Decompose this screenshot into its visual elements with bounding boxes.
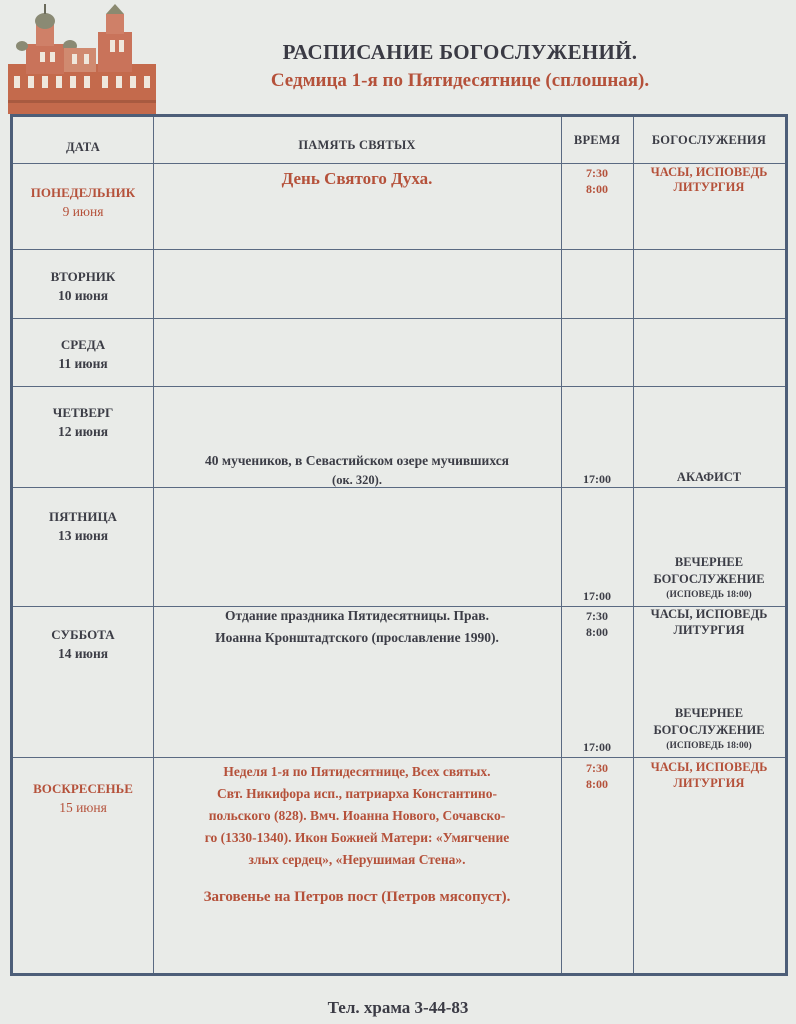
row-date-monday: 9 июня <box>62 204 104 219</box>
time-thursday: 17:00 <box>583 472 611 486</box>
row-date-tuesday: 10 июня <box>57 288 109 303</box>
church-icon <box>6 4 158 116</box>
row-day-wednesday: СРЕДА <box>60 337 106 352</box>
time-sunday-2: 8:00 <box>586 777 608 791</box>
column-header-time: ВРЕМЯ <box>573 133 621 147</box>
row-date-sunday: 15 июня <box>59 800 107 815</box>
saint-memory-monday: День Святого Духа. <box>281 169 433 188</box>
row-day-tuesday: ВТОРНИК <box>50 269 116 284</box>
church-phone: Тел. храма 3-44-83 <box>327 998 469 1017</box>
time-saturday-1: 7:30 <box>586 609 608 623</box>
row-divider <box>13 386 785 387</box>
service-monday-1: ЧАСЫ, ИСПОВЕДЬ <box>650 165 768 179</box>
saint-memory-sunday-4: го (1330-1340). Икон Божией Матери: «Умягчение <box>204 830 510 845</box>
row-day-monday: ПОНЕДЕЛЬНИК <box>30 185 136 200</box>
row-divider <box>13 249 785 250</box>
saint-memory-thursday-2: (ок. 320). <box>332 473 382 487</box>
row-divider <box>13 757 785 758</box>
service-thursday: АКАФИСТ <box>676 470 742 484</box>
row-day-friday: ПЯТНИЦА <box>49 509 117 524</box>
row-date-thursday: 12 июня <box>57 424 109 439</box>
row-date-saturday: 14 июня <box>57 646 109 661</box>
saint-memory-sunday-3: польского (828). Вмч. Иоанна Нового, Сочавско- <box>208 808 506 823</box>
service-saturday-evening-2: БОГОСЛУЖЕНИЕ <box>653 723 765 737</box>
column-header-services: БОГОСЛУЖЕНИЯ <box>651 133 767 147</box>
service-note-friday: (ИСПОВЕДЬ 18:00) <box>666 590 752 600</box>
column-header-date: ДАТА <box>65 140 101 154</box>
time-monday-2: 8:00 <box>586 182 608 196</box>
time-saturday-2: 8:00 <box>586 625 608 639</box>
row-date-wednesday: 11 июня <box>58 356 108 371</box>
sunday-note: Заговенье на Петров пост (Петров мясопуст). <box>203 889 511 905</box>
time-saturday-evening: 17:00 <box>583 740 611 754</box>
service-friday-1: ВЕЧЕРНЕЕ <box>674 555 744 569</box>
saint-memory-sunday-2: Свт. Никифора исп., патриарха Константино- <box>217 786 497 801</box>
row-day-sunday: ВОСКРЕСЕНЬЕ <box>33 781 133 796</box>
time-monday-1: 7:30 <box>586 166 608 180</box>
column-divider <box>561 117 562 973</box>
service-note-saturday: (ИСПОВЕДЬ 18:00) <box>666 741 752 751</box>
service-monday-2: ЛИТУРГИЯ <box>673 180 745 194</box>
saint-memory-saturday-2: Иоанна Кронштадтского (прославление 1990). <box>215 630 499 645</box>
service-saturday-1: ЧАСЫ, ИСПОВЕДЬ <box>650 607 768 621</box>
column-divider <box>633 117 634 973</box>
row-day-saturday: СУББОТА <box>51 627 115 642</box>
saint-memory-sunday-5: злых сердец», «Нерушимая Стена». <box>248 852 466 867</box>
time-friday: 17:00 <box>583 589 611 603</box>
saint-memory-thursday-1: 40 мучеников, в Севастийском озере мучившихся <box>205 453 509 468</box>
row-divider <box>13 318 785 319</box>
row-day-thursday: ЧЕТВЕРГ <box>52 405 114 420</box>
saint-memory-sunday-1: Неделя 1-я по Пятидесятнице, Всех святых. <box>223 764 491 779</box>
schedule-table <box>10 114 788 976</box>
service-sunday-1: ЧАСЫ, ИСПОВЕДЬ <box>650 760 768 774</box>
row-date-friday: 13 июня <box>57 528 109 543</box>
service-saturday-evening-1: ВЕЧЕРНЕЕ <box>674 706 744 720</box>
page-title: РАСПИСАНИЕ БОГОСЛУЖЕНИЙ. <box>282 40 638 64</box>
service-sunday-2: ЛИТУРГИЯ <box>673 776 745 790</box>
service-saturday-2: ЛИТУРГИЯ <box>673 623 745 637</box>
column-header-saints: ПАМЯТЬ СВЯТЫХ <box>298 138 416 152</box>
page-subtitle: Седмица 1-я по Пятидесятнице (сплошная). <box>270 70 650 91</box>
row-divider <box>13 163 785 164</box>
time-sunday-1: 7:30 <box>586 761 608 775</box>
saint-memory-saturday-1: Отдание праздника Пятидесятницы. Прав. <box>225 608 489 623</box>
service-friday-2: БОГОСЛУЖЕНИЕ <box>653 572 765 586</box>
